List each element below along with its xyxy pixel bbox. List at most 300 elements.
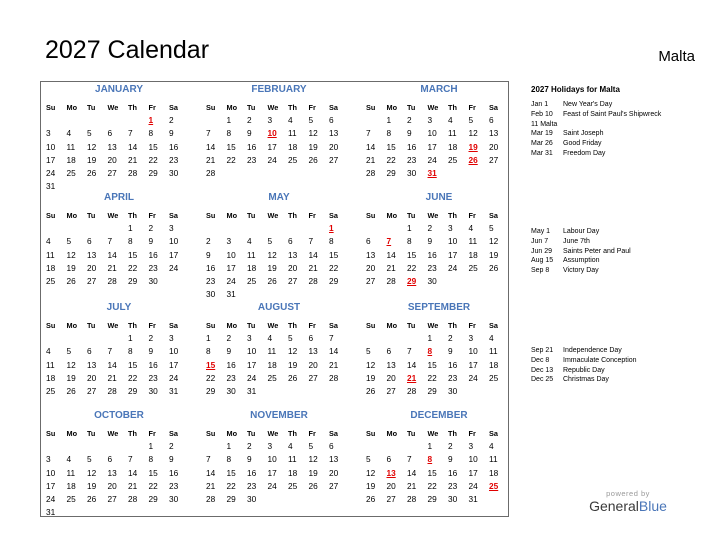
day-cell[interactable]: 11 [468, 236, 478, 247]
day-cell[interactable]: 22 [427, 480, 437, 491]
day-cell[interactable]: 23 [169, 480, 179, 491]
day-cell[interactable]: 9 [448, 346, 453, 357]
day-cell[interactable]: 10 [46, 467, 56, 478]
day-cell[interactable]: 30 [427, 275, 437, 286]
day-cell[interactable]: 29 [128, 385, 138, 396]
day-cell[interactable]: 24 [448, 262, 458, 273]
day-cell[interactable]: 16 [148, 359, 158, 370]
day-cell[interactable]: 15 [148, 467, 158, 478]
day-cell[interactable]: 11 [247, 249, 256, 260]
day-cell[interactable]: 5 [267, 236, 273, 247]
day-cell[interactable]: 8 [386, 128, 392, 139]
day-cell[interactable]: 14 [128, 141, 138, 152]
day-cell[interactable]: 20 [87, 262, 97, 273]
day-cell[interactable]: 11 [288, 454, 297, 465]
day-cell[interactable]: 22 [148, 480, 158, 491]
day-cell[interactable]: 5 [468, 115, 474, 126]
day-cell[interactable]: 24 [267, 154, 277, 165]
day-cell[interactable]: 19 [66, 372, 76, 383]
day-cell[interactable]: 14 [308, 249, 318, 260]
day-cell[interactable]: 10 [226, 249, 236, 260]
day-cell[interactable]: 26 [489, 262, 499, 273]
day-cell[interactable]: 19 [489, 249, 499, 260]
holiday-date[interactable]: 15 [206, 359, 216, 370]
holiday-date[interactable]: 1 [329, 223, 334, 234]
day-cell[interactable]: 16 [169, 141, 179, 152]
day-cell[interactable]: 15 [427, 359, 437, 370]
day-cell[interactable]: 13 [489, 128, 499, 139]
day-cell[interactable]: 31 [46, 507, 56, 518]
day-cell[interactable]: 5 [366, 346, 371, 357]
day-cell[interactable]: 14 [329, 346, 339, 357]
day-cell[interactable]: 12 [366, 467, 376, 478]
day-cell[interactable]: 28 [407, 493, 417, 504]
day-cell[interactable]: 3 [468, 441, 474, 452]
day-cell[interactable]: 1 [128, 333, 133, 344]
day-cell[interactable]: 16 [247, 141, 257, 152]
day-cell[interactable]: 17 [448, 249, 458, 260]
day-cell[interactable]: 6 [288, 236, 293, 247]
day-cell[interactable]: 15 [407, 249, 417, 260]
day-cell[interactable]: 22 [206, 372, 216, 383]
day-cell[interactable]: 8 [148, 454, 154, 465]
day-cell[interactable]: 13 [386, 359, 396, 370]
day-cell[interactable]: 8 [148, 128, 154, 139]
day-cell[interactable]: 31 [226, 289, 236, 300]
day-cell[interactable]: 12 [267, 249, 277, 260]
day-cell[interactable]: 9 [206, 249, 211, 260]
day-cell[interactable]: 2 [247, 441, 252, 452]
day-cell[interactable]: 7 [206, 454, 211, 465]
holiday-date[interactable]: 8 [427, 454, 433, 465]
day-cell[interactable]: 27 [308, 372, 318, 383]
day-cell[interactable]: 16 [148, 249, 158, 260]
day-cell[interactable]: 17 [169, 359, 179, 370]
day-cell[interactable]: 25 [267, 372, 277, 383]
day-cell[interactable]: 30 [169, 167, 179, 178]
day-cell[interactable]: 17 [267, 141, 277, 152]
day-cell[interactable]: 25 [247, 275, 257, 286]
day-cell[interactable]: 17 [46, 154, 56, 165]
day-cell[interactable]: 27 [107, 493, 117, 504]
day-cell[interactable]: 6 [386, 346, 392, 357]
day-cell[interactable]: 3 [448, 223, 453, 234]
day-cell[interactable]: 22 [386, 154, 396, 165]
day-cell[interactable]: 7 [407, 346, 412, 357]
day-cell[interactable]: 13 [107, 141, 117, 152]
day-cell[interactable]: 28 [386, 275, 396, 286]
day-cell[interactable]: 10 [169, 236, 179, 247]
day-cell[interactable]: 19 [87, 480, 97, 491]
day-cell[interactable]: 16 [427, 249, 437, 260]
day-cell[interactable]: 10 [247, 346, 257, 357]
day-cell[interactable]: 28 [206, 167, 216, 178]
day-cell[interactable]: 7 [308, 236, 314, 247]
day-cell[interactable]: 21 [329, 359, 339, 370]
day-cell[interactable]: 27 [87, 275, 97, 286]
day-cell[interactable]: 25 [66, 493, 76, 504]
day-cell[interactable]: 21 [107, 372, 117, 383]
day-cell[interactable]: 6 [386, 454, 392, 465]
day-cell[interactable]: 11 [288, 128, 297, 139]
day-cell[interactable]: 31 [247, 385, 257, 396]
day-cell[interactable]: 18 [489, 359, 499, 370]
day-cell[interactable]: 3 [226, 236, 232, 247]
day-cell[interactable]: 10 [267, 454, 277, 465]
day-cell[interactable]: 3 [46, 128, 51, 139]
day-cell[interactable]: 23 [247, 154, 257, 165]
day-cell[interactable]: 16 [226, 359, 236, 370]
day-cell[interactable]: 3 [247, 333, 252, 344]
day-cell[interactable]: 19 [308, 467, 318, 478]
day-cell[interactable]: 1 [148, 441, 154, 452]
day-cell[interactable]: 15 [128, 359, 138, 370]
day-cell[interactable]: 20 [386, 372, 396, 383]
day-cell[interactable]: 6 [366, 236, 371, 247]
day-cell[interactable]: 11 [267, 346, 277, 357]
day-cell[interactable]: 5 [87, 128, 92, 139]
day-cell[interactable]: 31 [468, 493, 478, 504]
holiday-date[interactable]: 21 [407, 372, 417, 383]
day-cell[interactable]: 25 [448, 154, 458, 165]
day-cell[interactable]: 22 [128, 372, 138, 383]
day-cell[interactable]: 18 [267, 359, 277, 370]
day-cell[interactable]: 28 [308, 275, 318, 286]
day-cell[interactable]: 9 [169, 128, 174, 139]
day-cell[interactable]: 12 [288, 346, 298, 357]
day-cell[interactable]: 4 [46, 236, 51, 247]
day-cell[interactable]: 27 [386, 493, 396, 504]
day-cell[interactable]: 30 [247, 493, 257, 504]
day-cell[interactable]: 17 [468, 359, 478, 370]
day-cell[interactable]: 8 [206, 346, 211, 357]
day-cell[interactable]: 27 [87, 385, 97, 396]
day-cell[interactable]: 24 [46, 493, 56, 504]
day-cell[interactable]: 30 [169, 493, 179, 504]
day-cell[interactable]: 2 [226, 333, 232, 344]
day-cell[interactable]: 14 [128, 467, 138, 478]
day-cell[interactable]: 8 [226, 454, 232, 465]
day-cell[interactable]: 1 [206, 333, 211, 344]
day-cell[interactable]: 27 [489, 154, 499, 165]
day-cell[interactable]: 20 [386, 480, 396, 491]
day-cell[interactable]: 2 [427, 223, 433, 234]
day-cell[interactable]: 20 [489, 141, 499, 152]
day-cell[interactable]: 6 [107, 128, 113, 139]
day-cell[interactable]: 14 [206, 141, 216, 152]
day-cell[interactable]: 14 [107, 249, 117, 260]
day-cell[interactable]: 20 [366, 262, 376, 273]
day-cell[interactable]: 7 [107, 236, 113, 247]
day-cell[interactable]: 22 [407, 262, 417, 273]
day-cell[interactable]: 19 [267, 262, 277, 273]
day-cell[interactable]: 19 [366, 480, 376, 491]
day-cell[interactable]: 24 [468, 480, 478, 491]
day-cell[interactable]: 19 [288, 359, 298, 370]
day-cell[interactable]: 6 [329, 441, 334, 452]
day-cell[interactable]: 22 [226, 154, 236, 165]
day-cell[interactable]: 29 [427, 385, 437, 396]
day-cell[interactable]: 15 [226, 141, 236, 152]
day-cell[interactable]: 2 [148, 333, 154, 344]
day-cell[interactable]: 3 [267, 441, 273, 452]
day-cell[interactable]: 13 [87, 249, 97, 260]
day-cell[interactable]: 10 [468, 454, 478, 465]
day-cell[interactable]: 18 [46, 262, 56, 273]
day-cell[interactable]: 5 [308, 115, 314, 126]
day-cell[interactable]: 9 [148, 236, 154, 247]
day-cell[interactable]: 3 [427, 115, 433, 126]
day-cell[interactable]: 31 [169, 385, 179, 396]
day-cell[interactable]: 30 [448, 493, 458, 504]
day-cell[interactable]: 1 [427, 333, 433, 344]
day-cell[interactable]: 19 [308, 141, 318, 152]
day-cell[interactable]: 14 [206, 467, 216, 478]
holiday-date[interactable]: 29 [407, 275, 417, 286]
day-cell[interactable]: 29 [329, 275, 339, 286]
holiday-date[interactable]: 26 [468, 154, 478, 165]
day-cell[interactable]: 25 [468, 262, 478, 273]
day-cell[interactable]: 5 [308, 441, 314, 452]
day-cell[interactable]: 11 [489, 346, 498, 357]
day-cell[interactable]: 14 [407, 359, 417, 370]
day-cell[interactable]: 1 [226, 115, 232, 126]
day-cell[interactable]: 23 [169, 154, 179, 165]
day-cell[interactable]: 27 [386, 385, 396, 396]
day-cell[interactable]: 14 [107, 359, 117, 370]
day-cell[interactable]: 24 [46, 167, 56, 178]
day-cell[interactable]: 16 [247, 467, 257, 478]
day-cell[interactable]: 20 [329, 467, 339, 478]
day-cell[interactable]: 17 [169, 249, 179, 260]
day-cell[interactable]: 17 [427, 141, 437, 152]
day-cell[interactable]: 29 [226, 493, 236, 504]
day-cell[interactable]: 28 [128, 493, 138, 504]
day-cell[interactable]: 15 [226, 467, 236, 478]
day-cell[interactable]: 18 [46, 372, 56, 383]
day-cell[interactable]: 16 [206, 262, 216, 273]
day-cell[interactable]: 11 [46, 359, 55, 370]
day-cell[interactable]: 7 [128, 128, 133, 139]
day-cell[interactable]: 13 [366, 249, 376, 260]
day-cell[interactable]: 13 [329, 128, 339, 139]
day-cell[interactable]: 15 [427, 467, 437, 478]
day-cell[interactable]: 6 [489, 115, 494, 126]
day-cell[interactable]: 2 [169, 441, 174, 452]
day-cell[interactable]: 14 [407, 467, 417, 478]
day-cell[interactable]: 5 [66, 346, 72, 357]
day-cell[interactable]: 28 [407, 385, 417, 396]
day-cell[interactable]: 25 [46, 275, 56, 286]
day-cell[interactable]: 15 [386, 141, 396, 152]
day-cell[interactable]: 18 [66, 480, 76, 491]
day-cell[interactable]: 22 [128, 262, 138, 273]
day-cell[interactable]: 19 [87, 154, 97, 165]
day-cell[interactable]: 10 [46, 141, 56, 152]
day-cell[interactable]: 25 [66, 167, 76, 178]
day-cell[interactable]: 17 [267, 467, 277, 478]
day-cell[interactable]: 4 [468, 223, 474, 234]
day-cell[interactable]: 10 [448, 236, 458, 247]
day-cell[interactable]: 3 [46, 454, 51, 465]
day-cell[interactable]: 12 [308, 128, 318, 139]
day-cell[interactable]: 9 [247, 454, 252, 465]
day-cell[interactable]: 18 [468, 249, 478, 260]
day-cell[interactable]: 4 [267, 333, 273, 344]
day-cell[interactable]: 23 [407, 154, 417, 165]
day-cell[interactable]: 9 [169, 454, 174, 465]
day-cell[interactable]: 30 [407, 167, 417, 178]
day-cell[interactable]: 28 [107, 385, 117, 396]
day-cell[interactable]: 15 [329, 249, 339, 260]
day-cell[interactable]: 7 [366, 128, 371, 139]
day-cell[interactable]: 23 [448, 480, 458, 491]
day-cell[interactable]: 13 [107, 467, 117, 478]
day-cell[interactable]: 4 [66, 454, 72, 465]
holiday-date[interactable]: 10 [267, 128, 277, 139]
day-cell[interactable]: 21 [407, 480, 417, 491]
day-cell[interactable]: 12 [366, 359, 376, 370]
day-cell[interactable]: 18 [288, 141, 298, 152]
day-cell[interactable]: 30 [226, 385, 236, 396]
day-cell[interactable]: 20 [308, 359, 318, 370]
day-cell[interactable]: 28 [329, 372, 339, 383]
day-cell[interactable]: 17 [46, 480, 56, 491]
day-cell[interactable]: 27 [107, 167, 117, 178]
day-cell[interactable]: 29 [148, 493, 158, 504]
day-cell[interactable]: 2 [448, 441, 453, 452]
day-cell[interactable]: 14 [386, 249, 396, 260]
day-cell[interactable]: 4 [46, 346, 51, 357]
day-cell[interactable]: 3 [267, 115, 273, 126]
day-cell[interactable]: 12 [489, 236, 499, 247]
day-cell[interactable]: 4 [448, 115, 453, 126]
day-cell[interactable]: 21 [206, 480, 216, 491]
day-cell[interactable]: 21 [128, 154, 138, 165]
day-cell[interactable]: 17 [468, 467, 478, 478]
day-cell[interactable]: 20 [107, 154, 117, 165]
day-cell[interactable]: 4 [66, 128, 72, 139]
holiday-date[interactable]: 1 [148, 115, 154, 126]
day-cell[interactable]: 5 [366, 454, 371, 465]
day-cell[interactable]: 8 [407, 236, 412, 247]
day-cell[interactable]: 23 [247, 480, 257, 491]
day-cell[interactable]: 5 [489, 223, 494, 234]
day-cell[interactable]: 24 [169, 372, 179, 383]
day-cell[interactable]: 8 [329, 236, 334, 247]
day-cell[interactable]: 5 [66, 236, 72, 247]
day-cell[interactable]: 16 [407, 141, 417, 152]
day-cell[interactable]: 8 [128, 236, 133, 247]
day-cell[interactable]: 9 [226, 346, 232, 357]
day-cell[interactable]: 17 [226, 262, 236, 273]
day-cell[interactable]: 22 [329, 262, 339, 273]
holiday-date[interactable]: 8 [427, 346, 433, 357]
day-cell[interactable]: 24 [427, 154, 437, 165]
day-cell[interactable]: 23 [206, 275, 216, 286]
day-cell[interactable]: 31 [46, 181, 56, 192]
day-cell[interactable]: 3 [169, 223, 174, 234]
day-cell[interactable]: 2 [448, 333, 453, 344]
day-cell[interactable]: 12 [308, 454, 318, 465]
day-cell[interactable]: 29 [386, 167, 396, 178]
day-cell[interactable]: 26 [366, 385, 376, 396]
day-cell[interactable]: 7 [107, 346, 113, 357]
day-cell[interactable]: 27 [329, 480, 339, 491]
day-cell[interactable]: 28 [128, 167, 138, 178]
day-cell[interactable]: 21 [107, 262, 117, 273]
day-cell[interactable]: 30 [148, 385, 158, 396]
day-cell[interactable]: 26 [66, 275, 76, 286]
day-cell[interactable]: 27 [329, 154, 339, 165]
day-cell[interactable]: 2 [148, 223, 154, 234]
day-cell[interactable]: 6 [87, 346, 92, 357]
day-cell[interactable]: 20 [107, 480, 117, 491]
day-cell[interactable]: 10 [468, 346, 478, 357]
day-cell[interactable]: 16 [448, 467, 458, 478]
day-cell[interactable]: 25 [288, 154, 298, 165]
day-cell[interactable]: 21 [206, 154, 216, 165]
day-cell[interactable]: 23 [148, 262, 158, 273]
day-cell[interactable]: 1 [407, 223, 412, 234]
day-cell[interactable]: 18 [489, 467, 499, 478]
day-cell[interactable]: 18 [448, 141, 458, 152]
day-cell[interactable]: 26 [308, 480, 318, 491]
day-cell[interactable]: 26 [308, 154, 318, 165]
day-cell[interactable]: 21 [366, 154, 376, 165]
day-cell[interactable]: 18 [247, 262, 257, 273]
day-cell[interactable]: 3 [169, 333, 174, 344]
day-cell[interactable]: 6 [87, 236, 92, 247]
day-cell[interactable]: 9 [448, 454, 453, 465]
day-cell[interactable]: 4 [288, 441, 293, 452]
holiday-date[interactable]: 25 [489, 480, 499, 491]
day-cell[interactable]: 2 [407, 115, 412, 126]
day-cell[interactable]: 29 [206, 385, 216, 396]
day-cell[interactable]: 22 [427, 372, 437, 383]
day-cell[interactable]: 2 [247, 115, 252, 126]
day-cell[interactable]: 24 [267, 480, 277, 491]
day-cell[interactable]: 20 [288, 262, 298, 273]
day-cell[interactable]: 9 [427, 236, 433, 247]
day-cell[interactable]: 21 [386, 262, 396, 273]
day-cell[interactable]: 4 [247, 236, 252, 247]
day-cell[interactable]: 29 [148, 167, 158, 178]
day-cell[interactable]: 8 [128, 346, 133, 357]
day-cell[interactable]: 28 [206, 493, 216, 504]
day-cell[interactable]: 4 [489, 333, 494, 344]
day-cell[interactable]: 26 [288, 372, 298, 383]
day-cell[interactable]: 9 [148, 346, 154, 357]
day-cell[interactable]: 26 [66, 385, 76, 396]
day-cell[interactable]: 22 [148, 154, 158, 165]
day-cell[interactable]: 2 [169, 115, 174, 126]
day-cell[interactable]: 4 [489, 441, 494, 452]
brand-logo[interactable] [583, 489, 673, 514]
day-cell[interactable]: 18 [288, 467, 298, 478]
day-cell[interactable]: 25 [489, 372, 499, 383]
day-cell[interactable]: 7 [407, 454, 412, 465]
day-cell[interactable]: 10 [169, 346, 179, 357]
day-cell[interactable]: 29 [427, 493, 437, 504]
day-cell[interactable]: 17 [247, 359, 257, 370]
day-cell[interactable]: 25 [288, 480, 298, 491]
day-cell[interactable]: 15 [148, 141, 158, 152]
day-cell[interactable]: 26 [366, 493, 376, 504]
day-cell[interactable]: 6 [329, 115, 334, 126]
day-cell[interactable]: 11 [489, 454, 498, 465]
day-cell[interactable]: 13 [87, 359, 97, 370]
